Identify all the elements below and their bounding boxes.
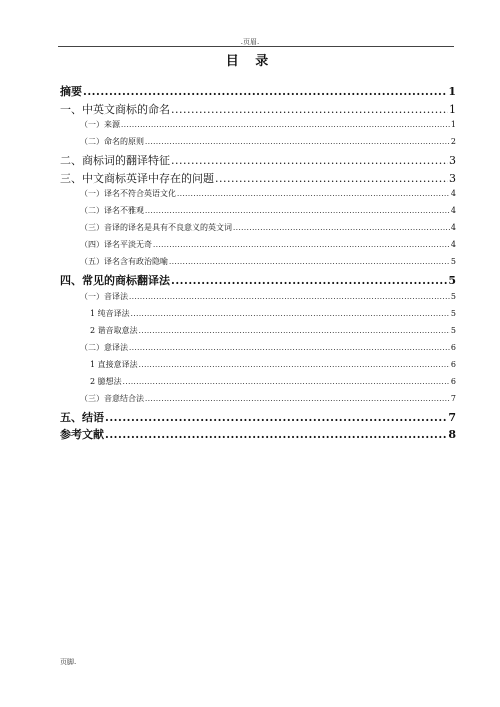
toc-entry-page: 3 (449, 171, 456, 185)
dot-leader (139, 327, 450, 335)
dot-leader (121, 121, 450, 129)
toc-entry-page: 5 (450, 308, 456, 318)
toc-entry-label: （四）译名平淡无奇 (80, 240, 152, 249)
toc-entry-page: 5 (450, 257, 456, 266)
toc-entry-label: （二）译名不雅观 (80, 206, 144, 215)
toc-entry-page: 4 (450, 206, 456, 215)
toc-entry-section-4-2-2[interactable] (60, 378, 456, 395)
toc-entry-label: （二）意译法 (80, 342, 128, 352)
toc-entry-label: 参考文献 (60, 428, 104, 441)
toc-entry-page: 1 (449, 102, 456, 116)
toc-entry-label: （一）音译法 (80, 291, 128, 301)
toc-entry-section-3[interactable] (60, 173, 456, 191)
toc-entry-section-3-1[interactable] (60, 190, 456, 207)
toc-entry-page: 7 (450, 393, 456, 403)
toc-entry-page: 1 (450, 120, 456, 129)
toc-entry-section-4-3[interactable] (60, 395, 456, 412)
header-rule (58, 46, 454, 47)
toc-entry-label: 2 谐音取意法 (90, 325, 138, 335)
dot-leader (129, 344, 450, 352)
toc-entry-label: （一）译名不符合英语文化 (80, 189, 176, 198)
toc-entry-section-4-2-1[interactable] (60, 361, 456, 378)
toc-entry-page: 4 (450, 189, 456, 198)
toc-entry-page: 4 (450, 223, 456, 232)
toc-entry-page: 6 (450, 359, 456, 369)
dot-leader (171, 155, 448, 166)
toc-entry-section-4-1-1[interactable] (60, 310, 456, 327)
dot-leader (139, 361, 450, 369)
page-header: .页眉. (240, 38, 260, 46)
toc-entry-label: 1 纯音译法 (90, 308, 130, 318)
toc-entry-page: 2 (450, 137, 456, 146)
dot-leader (169, 258, 450, 266)
dot-leader (131, 310, 450, 318)
toc-entry-section-4-2[interactable] (60, 344, 456, 361)
toc-entry-label: 三、中文商标英译中存在的问题 (60, 171, 214, 185)
toc-entry-section-4-1-2[interactable] (60, 327, 456, 344)
toc-entry-label: （三）音译的译名是具有不良意义的英文词 (80, 223, 232, 232)
toc-entry-page: 6 (450, 342, 456, 352)
toc-entry-label: （三）音意结合法 (80, 393, 144, 403)
dot-leader (233, 224, 450, 232)
toc-entry-section-1-2[interactable] (60, 138, 456, 155)
dot-leader (177, 190, 450, 198)
toc-entry-page: 5 (450, 325, 456, 335)
dot-leader (83, 86, 447, 97)
toc-entry-section-1-1[interactable] (60, 121, 456, 138)
toc-entry-label: 二、商标词的翻译特征 (60, 154, 170, 167)
toc-entry-references[interactable] (60, 429, 456, 447)
dot-leader (171, 104, 448, 115)
toc-entry-label: 一、中英文商标的命名 (60, 102, 170, 116)
dot-leader (153, 241, 450, 249)
toc-entry-label: 1 直接意译法 (90, 359, 138, 369)
toc-entry-section-3-5[interactable] (60, 258, 456, 275)
toc-entry-page: 4 (450, 240, 456, 249)
page-footer: 页脚. (60, 658, 77, 666)
toc-entry-abstract[interactable] (60, 86, 456, 104)
toc-entry-section-4-1[interactable] (60, 293, 456, 310)
toc-entry-page: 6 (450, 376, 456, 386)
dot-leader (215, 173, 448, 184)
dot-leader (145, 395, 450, 403)
toc-entry-label: 五、结语 (60, 410, 104, 424)
dot-leader (105, 429, 447, 440)
toc-entry-section-1[interactable] (60, 104, 456, 122)
toc-entry-label: （一）来源 (80, 120, 120, 129)
toc-entry-page: 8 (448, 428, 456, 441)
dot-leader (105, 412, 447, 423)
toc-entry-page: 5 (450, 291, 456, 301)
dot-leader (171, 275, 447, 286)
toc-entry-label: 四、常见的商标翻译法 (60, 274, 170, 287)
toc-entry-section-5[interactable] (60, 412, 456, 430)
toc-entry-page: 7 (448, 410, 456, 424)
toc-entry-page: 3 (449, 154, 456, 167)
toc-entry-section-3-3[interactable] (60, 224, 456, 241)
toc-entry-label: 2 臆想法 (90, 376, 122, 386)
dot-leader (123, 378, 450, 386)
toc-entry-section-3-2[interactable] (60, 207, 456, 224)
toc-entry-label: （五）译名含有政治隐喻 (80, 257, 168, 266)
dot-leader (145, 207, 450, 215)
toc-entry-section-3-4[interactable] (60, 241, 456, 258)
table-of-contents (60, 86, 456, 447)
toc-entry-section-4[interactable] (60, 275, 456, 293)
toc-entry-label: （二）命名的原则 (80, 137, 144, 146)
toc-entry-page: 5 (448, 274, 456, 287)
toc-title: 目 录 (225, 54, 275, 69)
toc-entry-label: 摘要 (60, 85, 82, 98)
dot-leader (129, 293, 450, 301)
toc-entry-section-2[interactable] (60, 155, 456, 173)
dot-leader (145, 138, 450, 146)
toc-entry-page: 1 (448, 85, 456, 98)
